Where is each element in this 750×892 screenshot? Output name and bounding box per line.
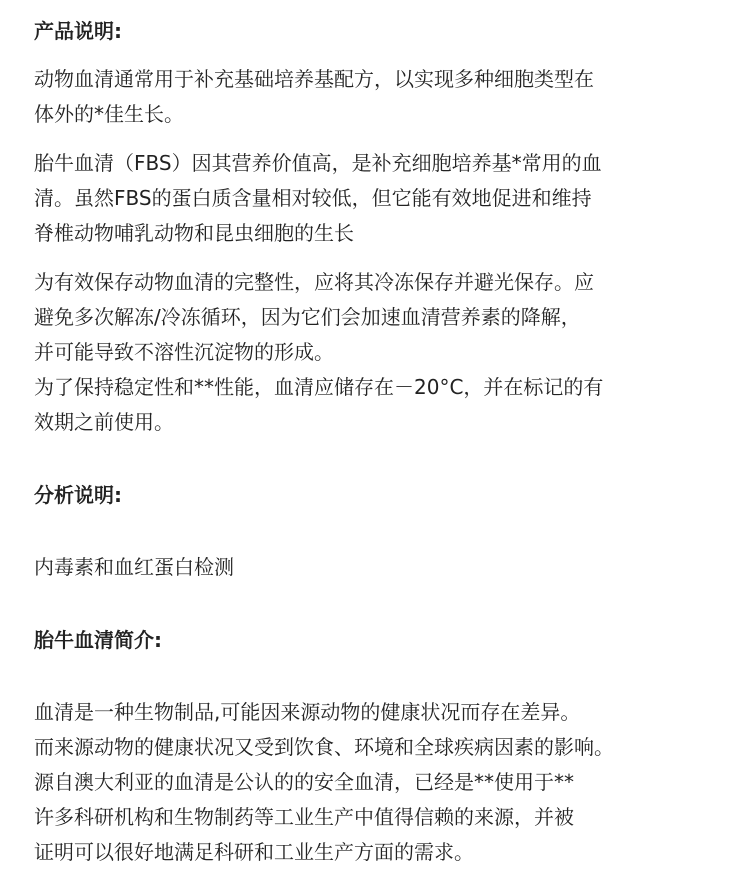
product-paragraph-1: 动物血清通常用于补充基础培养基配方，以实现多种细胞类型在 体外的*佳生长。 [34,67,594,126]
intro-heading: 胎牛血清简介: [34,628,162,652]
analysis-heading: 分析说明: [34,483,122,507]
product-paragraph-3: 为有效保存动物血清的完整性，应将其冷冻保存并避光保存。应 避免多次解冻/冷冻循环，因为它们会加速血清营养素的降解， 并可能导致不溶性沉淀物的形成。 [34,270,594,364]
product-paragraph-4: 为了保持稳定性和**性能，血清应储存在－20°C，并在标记的有 效期之前使用。 [34,375,604,434]
product-paragraph-2: 胎牛血清（FBS）因其营养价值高，是补充细胞培养基*常用的血 清。虽然FBS的蛋白质含量相对较低，但它能有效地促进和维持 脊椎动物哺乳动物和昆虫细胞的生长 [34,151,602,245]
intro-paragraph: 血清是一种生物制品,可能因来源动物的健康状况而存在差异。 而来源动物的健康状况又受到饮食、环境和全球疾病因素的影响。 源自澳大利亚的血清是公认的的安全血清，已经是**使用于** 许多科研机构和生物制药等工业生产中值得信赖的来源，并被 证明可以很好地满足科研和工业生产方面的需求。 [34,700,614,864]
analysis-item: 内毒素和血红蛋白检测 [34,555,234,579]
product-heading: 产品说明: [34,19,122,43]
